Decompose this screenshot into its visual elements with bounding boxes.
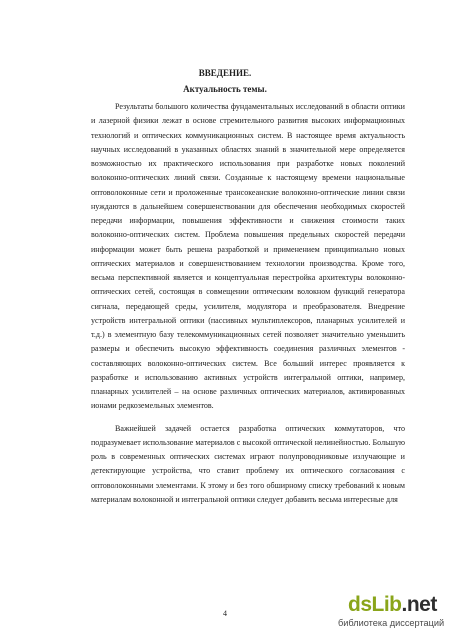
page-title: ВВЕДЕНИЕ.: [198, 68, 252, 78]
watermark-logo: [348, 593, 437, 617]
watermark: [324, 592, 450, 636]
paragraph-2: Важнейшей задачей остается разработка оптических коммутаторов, что подразумевает использование материалов с высокой оптической нелинейностью. Большую роль в современных оптических системах играют полупроводниковые излучающие и детектирующие устройства, что ставит проблему их оптического согласования с оптоволоконными элементами. К этому и без того обширному списку требований к новым материалам волоконной и интегральной оптики следует добавить весьма интересные для: [91, 423, 405, 504]
page-number: 4: [223, 609, 227, 618]
body-text: [91, 100, 405, 507]
paragraph-1: Результаты большого количества фундаментальных исследований в области оптики и лазерной физики лежат в основе стремительного развития высоких информационных технологий и оптических коммуникационных систем. В настоящее время актуальность научных исследований в указанных областях знаний в значительной мере определяется возможностью их практического использования при разработке новых поколений волоконно-оптических линий связи. Созданные к настоящему времени национальные оптоволоконные сети и проложенные трансокеанские волоконно-оптические линии связи нуждаются в дальнейшем совершенствовании для обеспечения необходимых скоростей передачи информации, повышения эффективности и снижения стоимости таких волоконно-оптических систем. Проблема повышения предельных скоростей передачи информации может быть решена разработкой и применением принципиально новых оптических материалов и совершенствованием технологии производства. Кроме того, весьма перспективной является и концептуальная перестройка архитектуры волоконно-оптических сетей, состоящая в совмещении оптическим волокном функций генератора сигнала, передающей среды, усилителя, модулятора и преобразователя. Внедрение устройств интегральной оптики (пассивных мультиплексоров, планарных усилителей и т.д.) в элементную базу телекоммуникационных сетей позволяет значительно уменьшить размеры и обеспечить высокую эффективность соединения различных элементов - составляющих волоконно-оптических систем. Все больший интерес проявляется к разработке и использованию активных устройств интегральной оптики, например, планарных усилителей – на основе различных оптических материалов, активированных ионами редкоземельных элементов.: [91, 102, 405, 411]
watermark-logo-part1: dsLib: [348, 593, 402, 616]
section-subtitle: Актуальность темы.: [183, 84, 267, 94]
watermark-logo-part2: .net: [401, 593, 437, 616]
watermark-subtitle: библиотека диссертаций: [338, 618, 445, 628]
